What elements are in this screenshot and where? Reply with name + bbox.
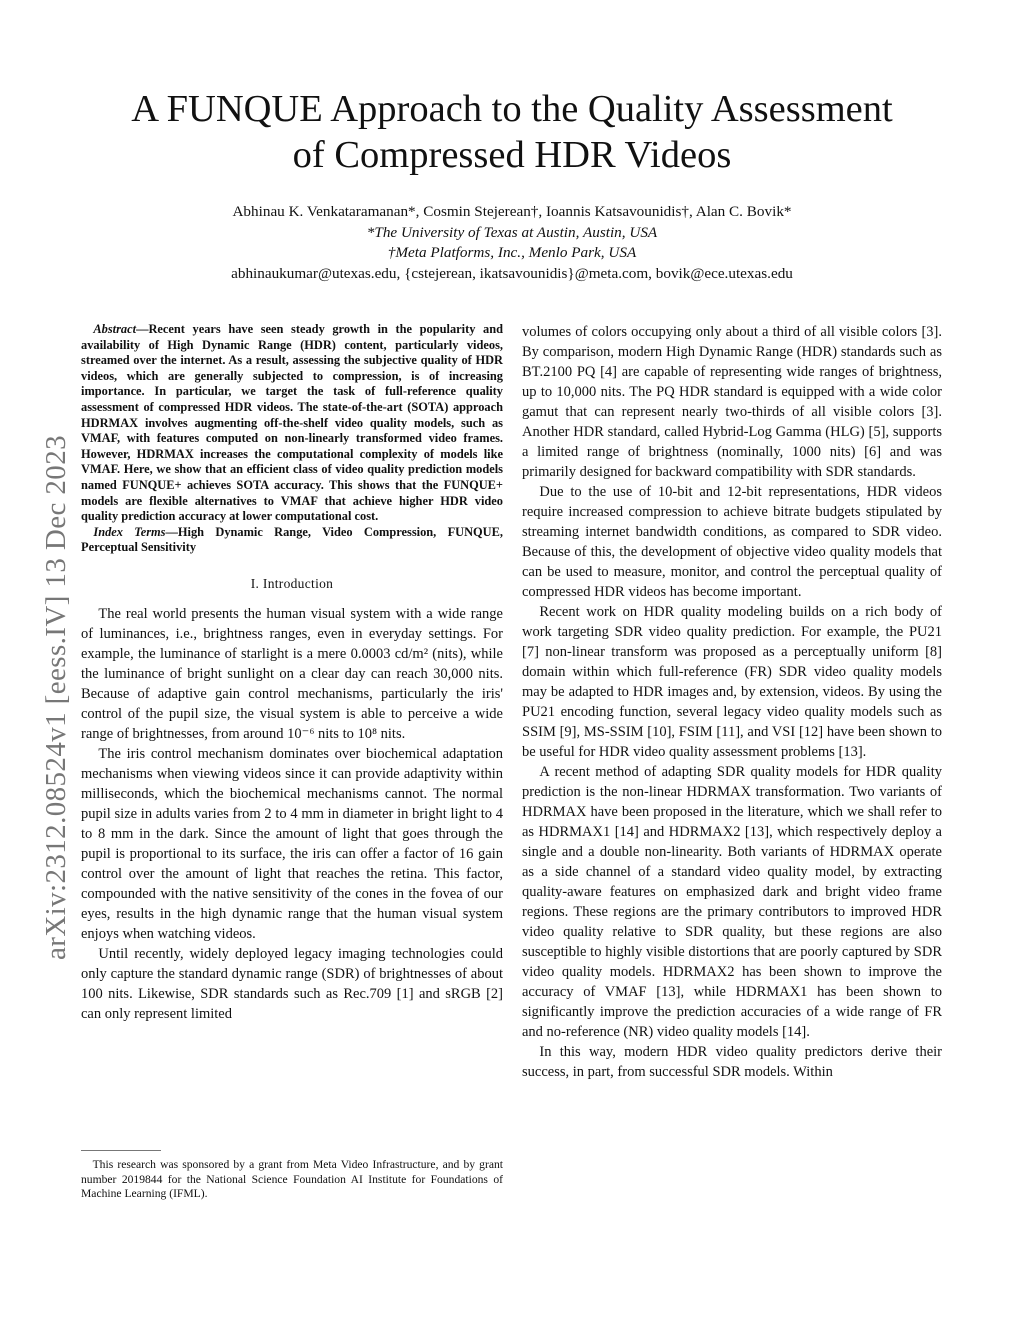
section-heading-introduction: I. Introduction [250, 575, 334, 591]
right-paragraph-2: Due to the use of 10-bit and 12-bit representations, HDR videos require increased compression to achieve bitrate budgets stipulated by streaming internet bandwidth conditions, as compared to SDR video. Because of this, the development of objective video quality models that can be used to measure, monitor, and control the perceptual quality of compressed HDR videos has become important. [522, 484, 942, 600]
index-terms-text: —High Dynamic Range, Video Compression, FUNQUE, Perceptual Sensitivity [81, 524, 503, 555]
abstract-text: —Recent years have seen steady growth in the popularity and availability of High Dynamic Range (HDR) content, particularly videos, streamed over the internet. As a result, assessing the subjective quality of HDR videos, which are generally subjected to compression, is of increasing importance. In particular, we target the task of full-reference quality assessment of compressed HDR videos. The state-of-the-art (SOTA) approach HDRMAX involves augmenting off-the-shelf video quality models, such as VMAF, with features computed on non-linearly transformed video frames. However, HDRMAX increases the computational complexity of models like VMAF. Here, we show that an efficient class of video quality prediction models named FUNQUE+ achieves SOTA accuracy. This shows that the FUNQUE+ models are flexible alternatives to VMAF that achieve higher HDR video quality prediction accuracy at lower computational cost. [81, 322, 503, 524]
right-paragraph-1: volumes of colors occupying only about a third of all visible colors [3]. By comparison, modern High Dynamic Range (HDR) standards such as BT.2100 PQ [4] are capable of representing wide ranges of brightness, up to 10,000 nits. The PQ HDR standard is equipped with a wide color gamut that can represent nearly two-thirds of all visible colors [3]. Another HDR standard, called Hybrid-Log Gamma (HLG) [5], supports a limited range of brightness (nominally, 1000 nits) [6] and was primarily designed for backward compatibility with SDR standards. [522, 324, 942, 480]
title-line-2: of Compressed HDR Videos [292, 134, 732, 176]
right-column [522, 322, 942, 1082]
intro-paragraph-1: The real world presents the human visual system with a wide range of luminances, i.e., brightness ranges, even in everyday settings. For example, the luminance of starlight is a mere 0.0003 cd/m² (nits), while the luminance of bright sunlight on a clear day can reach 30,000 nits. Because of adaptive gain control mechanisms, particularly the iris' control of the pupil size, the visual system is able to perceive a wide range of brightnesses, from around 10⁻⁶ nits to 10⁸ nits. [81, 605, 503, 742]
author-emails: abhinaukumar@utexas.edu, {cstejerean, ikatsavounidis}@meta.com, bovik@ece.utexas.edu [231, 264, 793, 282]
intro-paragraph-2: The iris control mechanism dominates over biochemical adaptation mechanisms when viewing videos since it can provide adaptivity within milliseconds, which the biochemical mechanisms cannot. The normal pupil size in adults varies from 2 to 4 mm in diameter in bright light to 4 to 8 mm in the dark. Since the amount of light that goes through the pupil is proportional to its surface, the iris can offer a factor of 16 gain control over the amount of light that reaches the retina. This factor, compounded with the native sensitivity of the cones in the fovea of our eyes, results in the high dynamic range that the human visual system enjoys when watching videos. [81, 745, 503, 942]
index-terms [81, 525, 503, 556]
intro-paragraph-3: Until recently, widely deployed legacy imaging technologies could only capture the standard dynamic range (SDR) of brightnesses of about 100 nits. Likewise, SDR standards such as Rec.709 [1] and sRGB [2] can only represent limited [81, 945, 503, 1022]
index-terms-label: Index Terms [93, 524, 166, 539]
arxiv-identifier: arXiv:2312.08524v1 [eess.IV] 13 Dec 2023 [40, 434, 72, 960]
abstract-label: Abstract [93, 322, 137, 336]
right-paragraph-5: In this way, modern HDR video quality predictors derive their success, in part, from successful SDR models. Within [522, 1044, 942, 1080]
author-names: Abhinau K. Venkataramanan*, Cosmin Stejerean†, Ioannis Katsavounidis†, Alan C. Bovik* [232, 203, 792, 220]
left-column [81, 322, 503, 1024]
affiliation-meta: †Meta Platforms, Inc., Menlo Park, USA [387, 244, 637, 261]
right-paragraph-3: Recent work on HDR quality modeling builds on a rich body of work targeting SDR video quality prediction. For example, the PU21 [7] non-linear transform was proposed as a perceptually uniform [8] domain within which full-reference (FR) SDR video quality models may be adapted to HDR images and, by extension, videos. By using the PU21 encoding function, several legacy video quality models such as SSIM [9], MS-SSIM [10], FSIM [11], and VSI [12] have been shown to be useful for HDR video quality assessment problems [13]. [522, 604, 942, 760]
title-line-1: A FUNQUE Approach to the Quality Assessment [131, 88, 893, 130]
right-paragraph-4: A recent method of adapting SDR quality models for HDR quality prediction is the non-linear HDRMAX transformation. Two variants of HDRMAX have been proposed in the literature, which we shall refer to as HDRMAX1 [14] and HDRMAX2 [13], which respectively deploy a single and a double non-linearity. Both variants of HDRMAX operate as a side channel of a standard video quality model, by extracting quality-aware features on emphasized dark and bright video frame regions. These regions are the primary contributors to improved HDR video quality relative to SDR quality, but these regions are also susceptible to highly visible distortions that are poorly captured by SDR video quality models. HDRMAX2 has been shown to improve the accuracy of VMAF [13], while HDRMAX1 has been shown to significantly improve the prediction accuracies of a wide range of FR and no-reference (NR) video quality models [14]. [522, 764, 942, 1040]
author-block [60, 202, 964, 284]
funding-footnote: This research was sponsored by a grant from Meta Video Infrastructure, and by grant number 2019844 for the National Science Foundation AI Institute for Foundations of Machine Learning (IFML). [81, 1158, 503, 1201]
affiliation-ut-austin: *The University of Texas at Austin, Austin, USA [366, 223, 658, 241]
abstract [81, 322, 503, 525]
paper-title [60, 86, 964, 178]
footnote-rule [81, 1150, 161, 1151]
